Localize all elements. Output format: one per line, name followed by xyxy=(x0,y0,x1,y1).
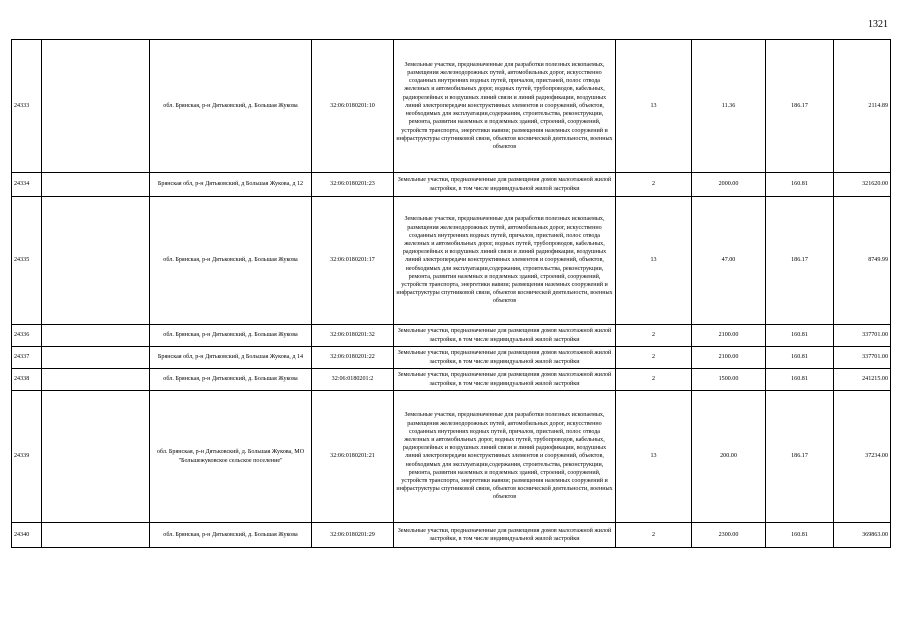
parcel-area: 2100.00 xyxy=(718,332,739,339)
land-use-code: 2 xyxy=(651,354,656,361)
cadastral-rate-cell xyxy=(766,325,834,347)
parcel-id: 24337 xyxy=(14,354,30,361)
land-use-purpose: Земельные участки, предназначенные для размещения домов малоэтажной жилой застройки, в том числе индивидуальной жилой застройки xyxy=(397,527,612,542)
parcel-id-cell xyxy=(12,173,42,197)
cadastral-value-cell xyxy=(834,347,891,369)
cadastral-number-cell xyxy=(312,40,394,173)
land-use-code-cell xyxy=(616,347,692,369)
blank-cell-cell xyxy=(42,40,150,173)
land-use-purpose: Земельные участки, предназначенные для размещения домов малоэтажной жилой застройки, в том числе индивидуальной жилой застройки xyxy=(397,372,612,387)
land-use-purpose: Земельные участки, предназначенные для разработки полезных ископаемых, размещения железнодорожных путей, автомобильных дорог, искусственно созданных внутренних водных путей, причалов, пристаней, полос отвода железных и автомобильных дорог, водных путей, трубопроводов, кабельных, радиорелейных и воздушных линий связи и линий радиофикации, воздушных линий электропередачи конструктивных элементов и сооружений, объектов, необходимых для эксплуатации,содержания, строительства, реконструкции, ремонта, развития наземных и подземных зданий, строений, сооружений, устройств транспорта, энергетики иавязи; размещения наземных сооружений и инфраструктуры спутниковой связи, объектов космической деятельности, военных объектов xyxy=(396,412,613,501)
cadastral-rate: 186.17 xyxy=(791,102,808,109)
parcel-id: 24336 xyxy=(14,332,30,339)
cadastral-number-cell xyxy=(312,369,394,391)
parcel-area-cell xyxy=(692,173,766,197)
page-number: 1321 xyxy=(868,19,888,30)
land-use-code-cell xyxy=(616,197,692,325)
cadastral-value-cell xyxy=(834,391,891,523)
cadastral-number: 32:06:0180201:23 xyxy=(330,181,375,188)
table-row xyxy=(12,369,891,391)
cadastral-rate: 186.17 xyxy=(791,453,808,460)
land-use-code: 13 xyxy=(650,257,657,264)
land-use-purpose-cell xyxy=(394,347,616,369)
cadastral-rate: 160.81 xyxy=(791,181,808,188)
cadastral-rate-cell xyxy=(766,523,834,548)
land-use-code-cell xyxy=(616,40,692,173)
land-use-code: 2 xyxy=(651,376,656,383)
cadastral-number-cell xyxy=(312,197,394,325)
parcel-id: 24338 xyxy=(14,376,30,383)
parcel-address-cell xyxy=(150,197,312,325)
parcel-area-cell xyxy=(692,40,766,173)
parcel-area: 200.00 xyxy=(720,453,737,460)
cadastral-value-cell xyxy=(834,40,891,173)
cadastral-value-cell xyxy=(834,325,891,347)
cadastral-number-cell xyxy=(312,391,394,523)
cadastral-number: 32:06:0180201:21 xyxy=(330,453,375,460)
parcel-id-cell xyxy=(12,523,42,548)
parcel-area: 2000.00 xyxy=(718,181,739,188)
parcel-id-cell xyxy=(12,369,42,391)
cadastral-rate: 160.81 xyxy=(791,376,808,383)
blank-cell-cell xyxy=(42,347,150,369)
cadastral-rate: 160.81 xyxy=(791,332,808,339)
cadastral-value-cell xyxy=(834,173,891,197)
parcel-area: 2100.00 xyxy=(718,354,739,361)
parcel-area-cell xyxy=(692,523,766,548)
table-row xyxy=(12,391,891,523)
cadastral-rate-cell xyxy=(766,197,834,325)
cadastral-rate-cell xyxy=(766,173,834,197)
cadastral-value: 8749.99 xyxy=(868,257,888,264)
cadastral-rate-cell xyxy=(766,391,834,523)
land-use-code-cell xyxy=(616,391,692,523)
cadastral-value-cell xyxy=(834,197,891,325)
cadastral-number-cell xyxy=(312,347,394,369)
land-use-purpose: Земельные участки, предназначенные для размещения домов малоэтажной жилой застройки, в том числе индивидуальной жилой застройки xyxy=(397,177,612,192)
land-use-code-cell xyxy=(616,173,692,197)
land-use-purpose: Земельные участки, предназначенные для разработки полезных ископаемых, размещения железнодорожных путей, автомобильных дорог, искусственно созданных внутренних водных путей, причалов, пристаней, полос отвода железных и автомобильных дорог, водных путей, трубопроводов, кабельных, радиорелейных и воздушных линий связи и линий радиофикации, воздушных линий электропередачи конструктивных элементов и сооружений, объектов, необходимых для эксплуатации,содержания, строительства, реконструкции, ремонта, развития наземных и подземных зданий, строений, сооружений, устройств транспорта, энергетики иавязи; размещения наземных сооружений и инфраструктуры спутниковой связи, объектов космической деятельности, военных объектов xyxy=(396,216,613,305)
parcel-address: Брянская обл, р-н Дятьковский, д Большая Жукова, д 14 xyxy=(157,354,304,361)
parcel-id: 24340 xyxy=(14,531,30,538)
parcel-area-cell xyxy=(692,347,766,369)
land-use-purpose-cell xyxy=(394,325,616,347)
cadastral-number-cell xyxy=(312,173,394,197)
parcel-area-cell xyxy=(692,325,766,347)
parcel-id-cell xyxy=(12,197,42,325)
land-use-code: 2 xyxy=(651,531,656,538)
parcel-id: 24335 xyxy=(14,257,30,264)
land-use-purpose: Земельные участки, предназначенные для размещения домов малоэтажной жилой застройки, в том числе индивидуальной жилой застройки xyxy=(397,328,612,343)
cadastral-number: 32:06:0180201:10 xyxy=(330,102,375,109)
land-use-code: 2 xyxy=(651,332,656,339)
cadastral-number: 32:06:0180201:22 xyxy=(330,354,375,361)
land-use-code: 2 xyxy=(651,181,656,188)
cadastral-number-cell xyxy=(312,523,394,548)
cadastral-number: 32:06:0180201:17 xyxy=(330,257,375,264)
parcel-id-cell xyxy=(12,40,42,173)
parcel-area: 11.36 xyxy=(721,102,736,109)
parcel-address: обл. Брянская, р-н Дятьковский, д. Большая Жукова xyxy=(163,376,298,383)
parcel-address-cell xyxy=(150,325,312,347)
cadastral-value: 337701.00 xyxy=(862,332,888,339)
cadastral-rate: 160.81 xyxy=(791,531,808,538)
land-use-purpose: Земельные участки, предназначенные для разработки полезных ископаемых, размещения железнодорожных путей, автомобильных дорог, искусственно созданных внутренних водных путей, причалов, пристаней, полос отвода железных и автомобильных дорог, водных путей, трубопроводов, кабельных, радиорелейных и воздушных линий связи и линий радиофикации, воздушных линий электропередачи конструктивных элементов и сооружений, объектов, необходимых для эксплуатации,содержания, строительства, реконструкции, ремонта, развития наземных и подземных зданий, строений, сооружений, устройств транспорта, энергетики иавязи; размещения наземных сооружений и инфраструктуры спутниковой связи, объектов космической деятельности, военных объектов xyxy=(396,61,613,150)
blank-cell-cell xyxy=(42,173,150,197)
parcel-id-cell xyxy=(12,391,42,523)
parcel-address-cell xyxy=(150,391,312,523)
blank-cell-cell xyxy=(42,391,150,523)
cadastral-value: 241215.00 xyxy=(862,376,888,383)
parcel-address: Брянская обл, р-н Дятьковский, д Большая Жукова, д 12 xyxy=(157,181,304,188)
parcel-address: обл. Брянская, р-н Дятьковский, д. Большая Жукова xyxy=(163,531,298,538)
cadastral-value: 321620.00 xyxy=(862,181,888,188)
parcel-area: 2300.00 xyxy=(718,531,739,538)
land-use-purpose-cell xyxy=(394,173,616,197)
land-registry-table xyxy=(11,39,891,548)
blank-cell-cell xyxy=(42,523,150,548)
cadastral-value-cell xyxy=(834,523,891,548)
cadastral-number: 32:06:0180201:2 xyxy=(331,376,374,383)
cadastral-value: 37234.00 xyxy=(865,453,888,460)
cadastral-rate-cell xyxy=(766,369,834,391)
blank-cell-cell xyxy=(42,197,150,325)
cadastral-value: 369863.00 xyxy=(862,531,888,538)
land-use-code-cell xyxy=(616,325,692,347)
land-use-purpose-cell xyxy=(394,391,616,523)
cadastral-number-cell xyxy=(312,325,394,347)
parcel-id: 24333 xyxy=(14,102,30,109)
land-use-purpose-cell xyxy=(394,40,616,173)
parcel-address: обл. Брянская, р-н Дятьковский, д. Большая Жукова, МО "Большежуковское сельское поселение" xyxy=(156,449,305,464)
parcel-address-cell xyxy=(150,523,312,548)
land-use-code-cell xyxy=(616,369,692,391)
land-use-code: 13 xyxy=(650,453,657,460)
land-use-code-cell xyxy=(616,523,692,548)
land-use-purpose-cell xyxy=(394,197,616,325)
parcel-area-cell xyxy=(692,369,766,391)
parcel-address: обл. Брянская, р-н Дятьковский, д. Большая Жукова xyxy=(163,102,298,109)
parcel-address-cell xyxy=(150,173,312,197)
parcel-address-cell xyxy=(150,40,312,173)
parcel-area-cell xyxy=(692,391,766,523)
cadastral-value: 337701.00 xyxy=(862,354,888,361)
cadastral-number: 32:06:0180201:32 xyxy=(330,332,375,339)
blank-cell-cell xyxy=(42,369,150,391)
table-row xyxy=(12,173,891,197)
blank-cell-cell xyxy=(42,325,150,347)
cadastral-value-cell xyxy=(834,369,891,391)
land-use-purpose-cell xyxy=(394,523,616,548)
parcel-area-cell xyxy=(692,197,766,325)
table-row xyxy=(12,325,891,347)
table-row xyxy=(12,347,891,369)
land-use-code: 13 xyxy=(650,102,657,109)
table-row xyxy=(12,40,891,173)
cadastral-rate-cell xyxy=(766,347,834,369)
parcel-area: 47.00 xyxy=(721,257,736,264)
parcel-area: 1500.00 xyxy=(718,376,739,383)
cadastral-number: 32:06:0180201:29 xyxy=(330,531,375,538)
parcel-address: обл. Брянская, р-н Дятьковский, д. Большая Жукова xyxy=(163,332,298,339)
parcel-id: 24339 xyxy=(14,453,30,460)
cadastral-rate-cell xyxy=(766,40,834,173)
parcel-address-cell xyxy=(150,347,312,369)
cadastral-value: 2114.89 xyxy=(868,102,888,109)
land-use-purpose: Земельные участки, предназначенные для размещения домов малоэтажной жилой застройки, в том числе индивидуальной жилой застройки xyxy=(397,350,612,365)
parcel-id-cell xyxy=(12,325,42,347)
table-row xyxy=(12,523,891,548)
cadastral-rate: 160.81 xyxy=(791,354,808,361)
table-row xyxy=(12,197,891,325)
parcel-address: обл. Брянская, р-н Дятьковский, д. Большая Жукова xyxy=(163,257,298,264)
parcel-id: 24334 xyxy=(14,181,30,188)
land-use-purpose-cell xyxy=(394,369,616,391)
parcel-address-cell xyxy=(150,369,312,391)
parcel-id-cell xyxy=(12,347,42,369)
cadastral-rate: 186.17 xyxy=(791,257,808,264)
